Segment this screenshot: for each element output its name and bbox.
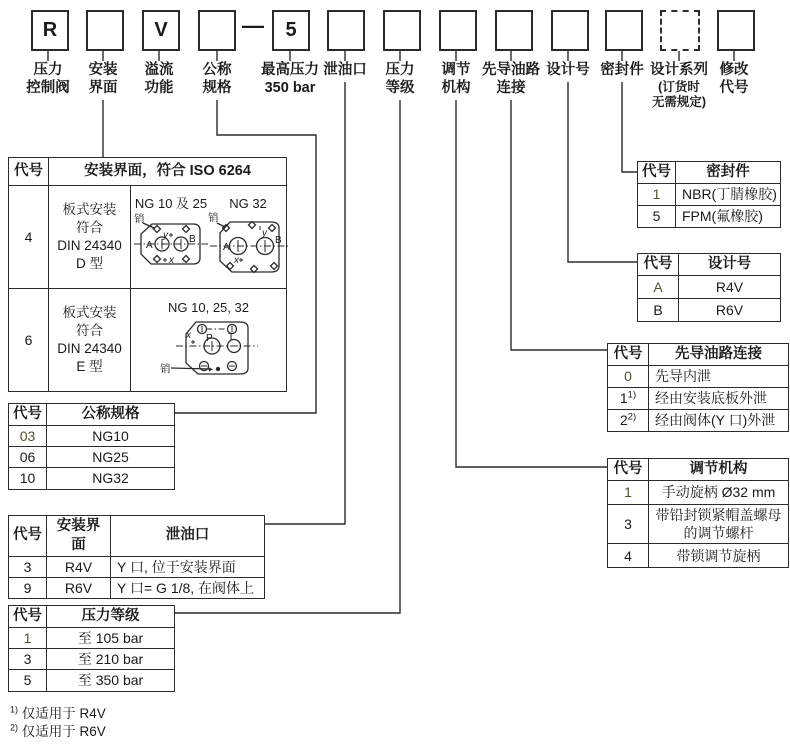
desc-cell: 带锁调节旋柄 (649, 544, 789, 568)
col-header-design: 设计号 (679, 254, 781, 276)
code-cell: 5 (638, 205, 676, 227)
label-series: 设计系列 (订货时 无需规定) (650, 62, 708, 109)
code-cell: 5 (9, 670, 47, 691)
code-box-pilot (495, 10, 533, 51)
value-cell: R4V (47, 556, 111, 577)
ng32-port-pattern (208, 212, 288, 278)
code-cell: 06 (9, 447, 47, 468)
table-row (9, 186, 287, 289)
table-row (638, 298, 781, 321)
ng10-25-32-port-pattern (160, 316, 258, 380)
code-cell: 3 (9, 556, 47, 577)
code-cell: 4 (9, 186, 49, 289)
label-pilot: 先导油路 连接 (482, 62, 540, 96)
table-row (608, 365, 789, 387)
col-header-code: 代号 (608, 344, 649, 366)
table-row (9, 468, 175, 489)
mounting-desc-e: 板式安装 符合 DIN 24340 E 型 (49, 289, 131, 392)
label-max-pressure: 最高压力 350 bar (261, 62, 319, 96)
table-row (9, 649, 175, 670)
footnotes (10, 705, 106, 741)
code-cell: 03 (9, 426, 47, 447)
svg-text:y: y (262, 228, 267, 240)
seal-table (637, 161, 781, 228)
mounting-interface-table (8, 157, 287, 392)
port-diagram-ng10-25: NG 10 及 25 销 A B y x (134, 196, 208, 275)
diagram-cell-e (131, 289, 287, 392)
svg-text:P: P (205, 333, 213, 345)
code-box-drain (327, 10, 365, 51)
col-header-interface: 安装界面 (47, 516, 111, 557)
svg-text:A: A (223, 242, 230, 254)
code-cell: 9 (9, 577, 47, 598)
col-header-code: 代号 (9, 516, 47, 557)
design-number-table (637, 253, 781, 322)
label-function: 溢流 功能 (144, 62, 174, 96)
table-row (9, 556, 265, 577)
value-cell: FPM(氟橡胶) (676, 205, 781, 227)
value-cell: R6V (47, 577, 111, 598)
table-row (608, 504, 789, 543)
code-box-series (660, 10, 700, 51)
value-cell: 至 105 bar (47, 628, 175, 649)
value-cell: NG25 (47, 447, 175, 468)
table-row (9, 426, 175, 447)
table-row (638, 183, 781, 205)
code-box-function: V (142, 10, 180, 51)
code-box-adjustment (439, 10, 477, 51)
col-header-code: 代号 (9, 158, 49, 186)
footnote-2: $^{2)}$ 仅适用于 R6V (10, 722, 106, 740)
table-row (608, 544, 789, 568)
table-row (608, 387, 789, 409)
value-cell: NBR(丁腈橡胶) (676, 183, 781, 205)
value-cell: NG10 (47, 426, 175, 447)
desc-cell: 带铅封锁紧帽盖螺母的调节螺杆 (649, 504, 789, 543)
svg-text:T: T (227, 332, 234, 344)
table-row (638, 275, 781, 298)
table-row (608, 480, 789, 504)
code-box-pressure (383, 10, 421, 51)
label-size: 公称 规格 (202, 62, 232, 96)
pressure-class-table (8, 605, 175, 692)
port-diagram-ng32: NG 32 销 A B y x (208, 196, 288, 279)
col-header-pilot: 先导油路连接 (649, 344, 789, 366)
value-cell: R4V (679, 275, 781, 298)
col-header-code: 代号 (608, 459, 649, 481)
col-header-code: 代号 (638, 162, 676, 184)
pilot-oil-table (607, 343, 789, 432)
label-interface: 安装 界面 (88, 62, 118, 96)
col-header-pressure: 压力等级 (47, 606, 175, 628)
table-row (608, 409, 789, 431)
desc-cell: 手动旋柄 Ø32 mm (649, 480, 789, 504)
svg-text:x: x (185, 330, 191, 342)
value-cell: 至 210 bar (47, 649, 175, 670)
code-cell: 4 (608, 544, 649, 568)
diagram-cell-d (131, 186, 287, 289)
col-header-code: 代号 (9, 606, 47, 628)
code-cell: B (638, 298, 679, 321)
table-row (638, 205, 781, 227)
code-box-valve-type: R (31, 10, 69, 51)
label-adjustment: 调节 机构 (441, 62, 471, 96)
value-cell: 至 350 bar (47, 670, 175, 691)
drain-port-table (8, 515, 265, 599)
table-row (9, 447, 175, 468)
code-cell: 1 (638, 183, 676, 205)
code-separator-dash: — (242, 13, 264, 38)
svg-text:销: 销 (134, 213, 145, 226)
code-cell: 1$^{1)}$ (608, 387, 649, 409)
table-row (9, 670, 175, 691)
desc-cell: 经由阀体(Y 口)外泄 (649, 409, 789, 431)
svg-text:销: 销 (159, 363, 170, 376)
mounting-desc-d: 板式安装 符合 DIN 24340 D 型 (49, 186, 131, 289)
nominal-size-table (8, 403, 175, 490)
code-cell: A (638, 275, 679, 298)
col-header-seal: 密封件 (676, 162, 781, 184)
desc-cell: Y 口= G 1/8, 在阀体上 (111, 577, 265, 598)
label-pressure: 压力 等级 (385, 62, 415, 96)
col-header-size: 公称规格 (47, 404, 175, 426)
code-box-interface (86, 10, 124, 51)
table-row (9, 289, 287, 392)
code-cell: 3 (608, 504, 649, 543)
svg-text:B: B (275, 235, 282, 247)
svg-text:x: x (234, 255, 239, 267)
desc-cell: Y 口, 位于安装界面 (111, 556, 265, 577)
value-cell: NG32 (47, 468, 175, 489)
code-cell: 1 (9, 628, 47, 649)
col-header-code: 代号 (638, 254, 679, 276)
col-header-drain: 泄油口 (111, 516, 265, 557)
svg-text:B: B (189, 234, 196, 246)
label-revision: 修改 代号 (719, 62, 749, 96)
col-header-mounting: 安装界面，符合 ISO 6264 (49, 158, 287, 186)
code-box-size (198, 10, 236, 51)
ng10-25-port-pattern (134, 212, 208, 274)
adjustment-table (607, 458, 789, 568)
table-row (9, 577, 265, 598)
port-diagram-ng10-25-32: NG 10, 25, 32 销 P T x (134, 300, 283, 381)
code-box-revision (717, 10, 755, 51)
table-row (9, 628, 175, 649)
label-valve-type: 压力 控制阀 (26, 62, 70, 96)
footnote-1: $^{1)}$ 仅适用于 R4V (10, 704, 106, 721)
desc-cell: 先导内泄 (649, 365, 789, 387)
code-box-design (551, 10, 589, 51)
code-box-seal (605, 10, 643, 51)
label-drain: 泄油口 (323, 62, 367, 78)
code-cell: 0 (608, 365, 649, 387)
code-cell: 1 (608, 480, 649, 504)
code-cell: 6 (9, 289, 49, 392)
label-seal: 密封件 (600, 62, 644, 78)
svg-text:A: A (146, 240, 153, 252)
svg-text:x: x (169, 255, 174, 267)
svg-text:销: 销 (208, 212, 219, 225)
col-header-adjustment: 调节机构 (649, 459, 789, 481)
value-cell: R6V (679, 298, 781, 321)
col-header-code: 代号 (9, 404, 47, 426)
label-design: 设计号 (546, 62, 590, 78)
code-cell: 2$^{2)}$ (608, 409, 649, 431)
desc-cell: 经由安装底板外泄 (649, 387, 789, 409)
code-cell: 3 (9, 649, 47, 670)
svg-text:y: y (163, 230, 168, 242)
code-box-max-pressure: 5 (272, 10, 310, 51)
code-cell: 10 (9, 468, 47, 489)
